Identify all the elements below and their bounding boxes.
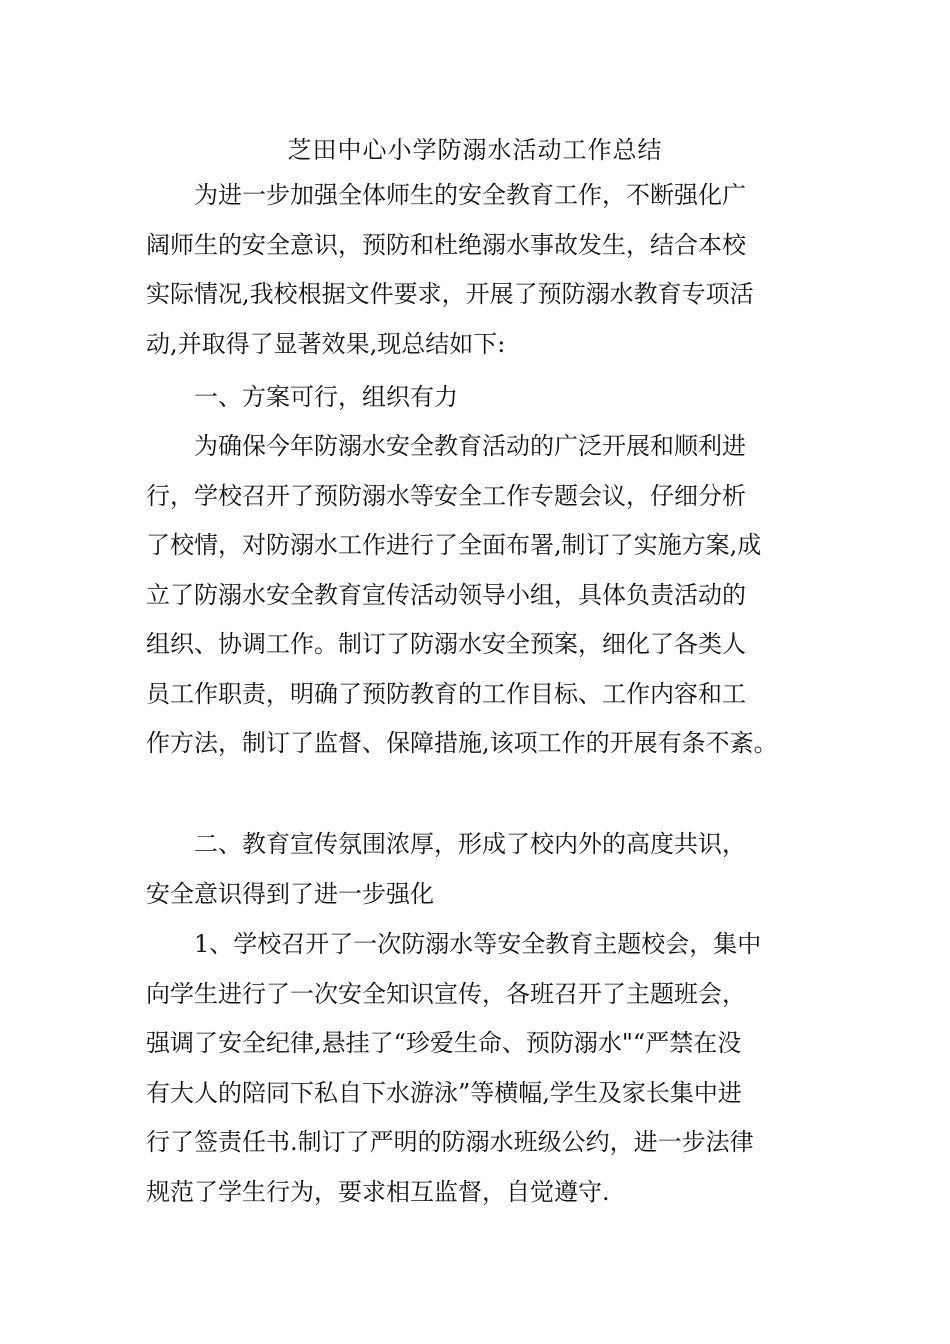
document-title: 芝田中心小学防溺水活动工作总结 bbox=[287, 136, 663, 164]
section-2-item-1-line: 强调了安全纪律,悬挂了“珍爱生命、预防溺水"“严禁在没 bbox=[146, 1029, 742, 1057]
section-2-item-1-line: 1、学校召开了一次防溺水等安全教育主题校会，集中 bbox=[194, 930, 762, 958]
section-2-heading-line: 安全意识得到了进一步强化 bbox=[146, 879, 434, 908]
section-2-item-1-line: 有大人的陪同下私自下水游泳”等横幅,学生及家长集中进 bbox=[146, 1078, 742, 1107]
intro-line: 阔师生的安全意识，预防和杜绝溺水事故发生，结合本校 bbox=[146, 230, 746, 259]
section-1-heading-block bbox=[146, 373, 806, 423]
section-1-line: 组织、协调工作。制订了防溺水安全预案，细化了各类人 bbox=[146, 630, 746, 658]
section-2-heading-block bbox=[146, 820, 806, 919]
section-1-line: 员工作职责，明确了预防教育的工作目标、工作内容和工 bbox=[146, 679, 746, 708]
section-1-paragraph bbox=[146, 422, 806, 769]
section-1-heading: 一、方案可行，组织有力 bbox=[194, 383, 458, 411]
section-2-heading-line: 二、教育宣传氛围浓厚，形成了校内外的高度共识， bbox=[194, 830, 746, 858]
section-1-line: 了校情，对防溺水工作进行了全面布署,制订了实施方案,成 bbox=[146, 531, 762, 559]
intro-line: 实际情况,我校根据文件要求，开展了预防溺水教育专项活 bbox=[146, 280, 754, 308]
section-2-item-1-line: 向学生进行了一次安全知识宣传，各班召开了主题班会， bbox=[146, 979, 746, 1008]
section-1-line: 为确保今年防溺水安全教育活动的广泛开展和顺利进 bbox=[194, 432, 746, 460]
section-2-item-1-paragraph bbox=[146, 920, 806, 1217]
intro-line: 为进一步加强全体师生的安全教育工作，不断强化广 bbox=[194, 181, 746, 209]
section-2-item-1-line: 规范了学生行为，要求相互监督，自觉遵守. bbox=[146, 1177, 610, 1206]
section-1-line: 行，学校召开了预防溺水等安全工作专题会议，仔细分析 bbox=[146, 481, 746, 510]
section-2-item-1-line: 行了签责任书.制订了严明的防溺水班级公约，进一步法律 bbox=[146, 1128, 754, 1156]
section-1-line: 作方法，制订了监督、保障措施,该项工作的开展有条不紊。 bbox=[146, 729, 778, 757]
section-1-line: 立了防溺水安全教育宣传活动领导小组，具体负责活动的 bbox=[146, 580, 746, 609]
intro-line: 动,并取得了显著效果,现总结如下: bbox=[146, 329, 506, 358]
intro-paragraph bbox=[146, 171, 806, 369]
